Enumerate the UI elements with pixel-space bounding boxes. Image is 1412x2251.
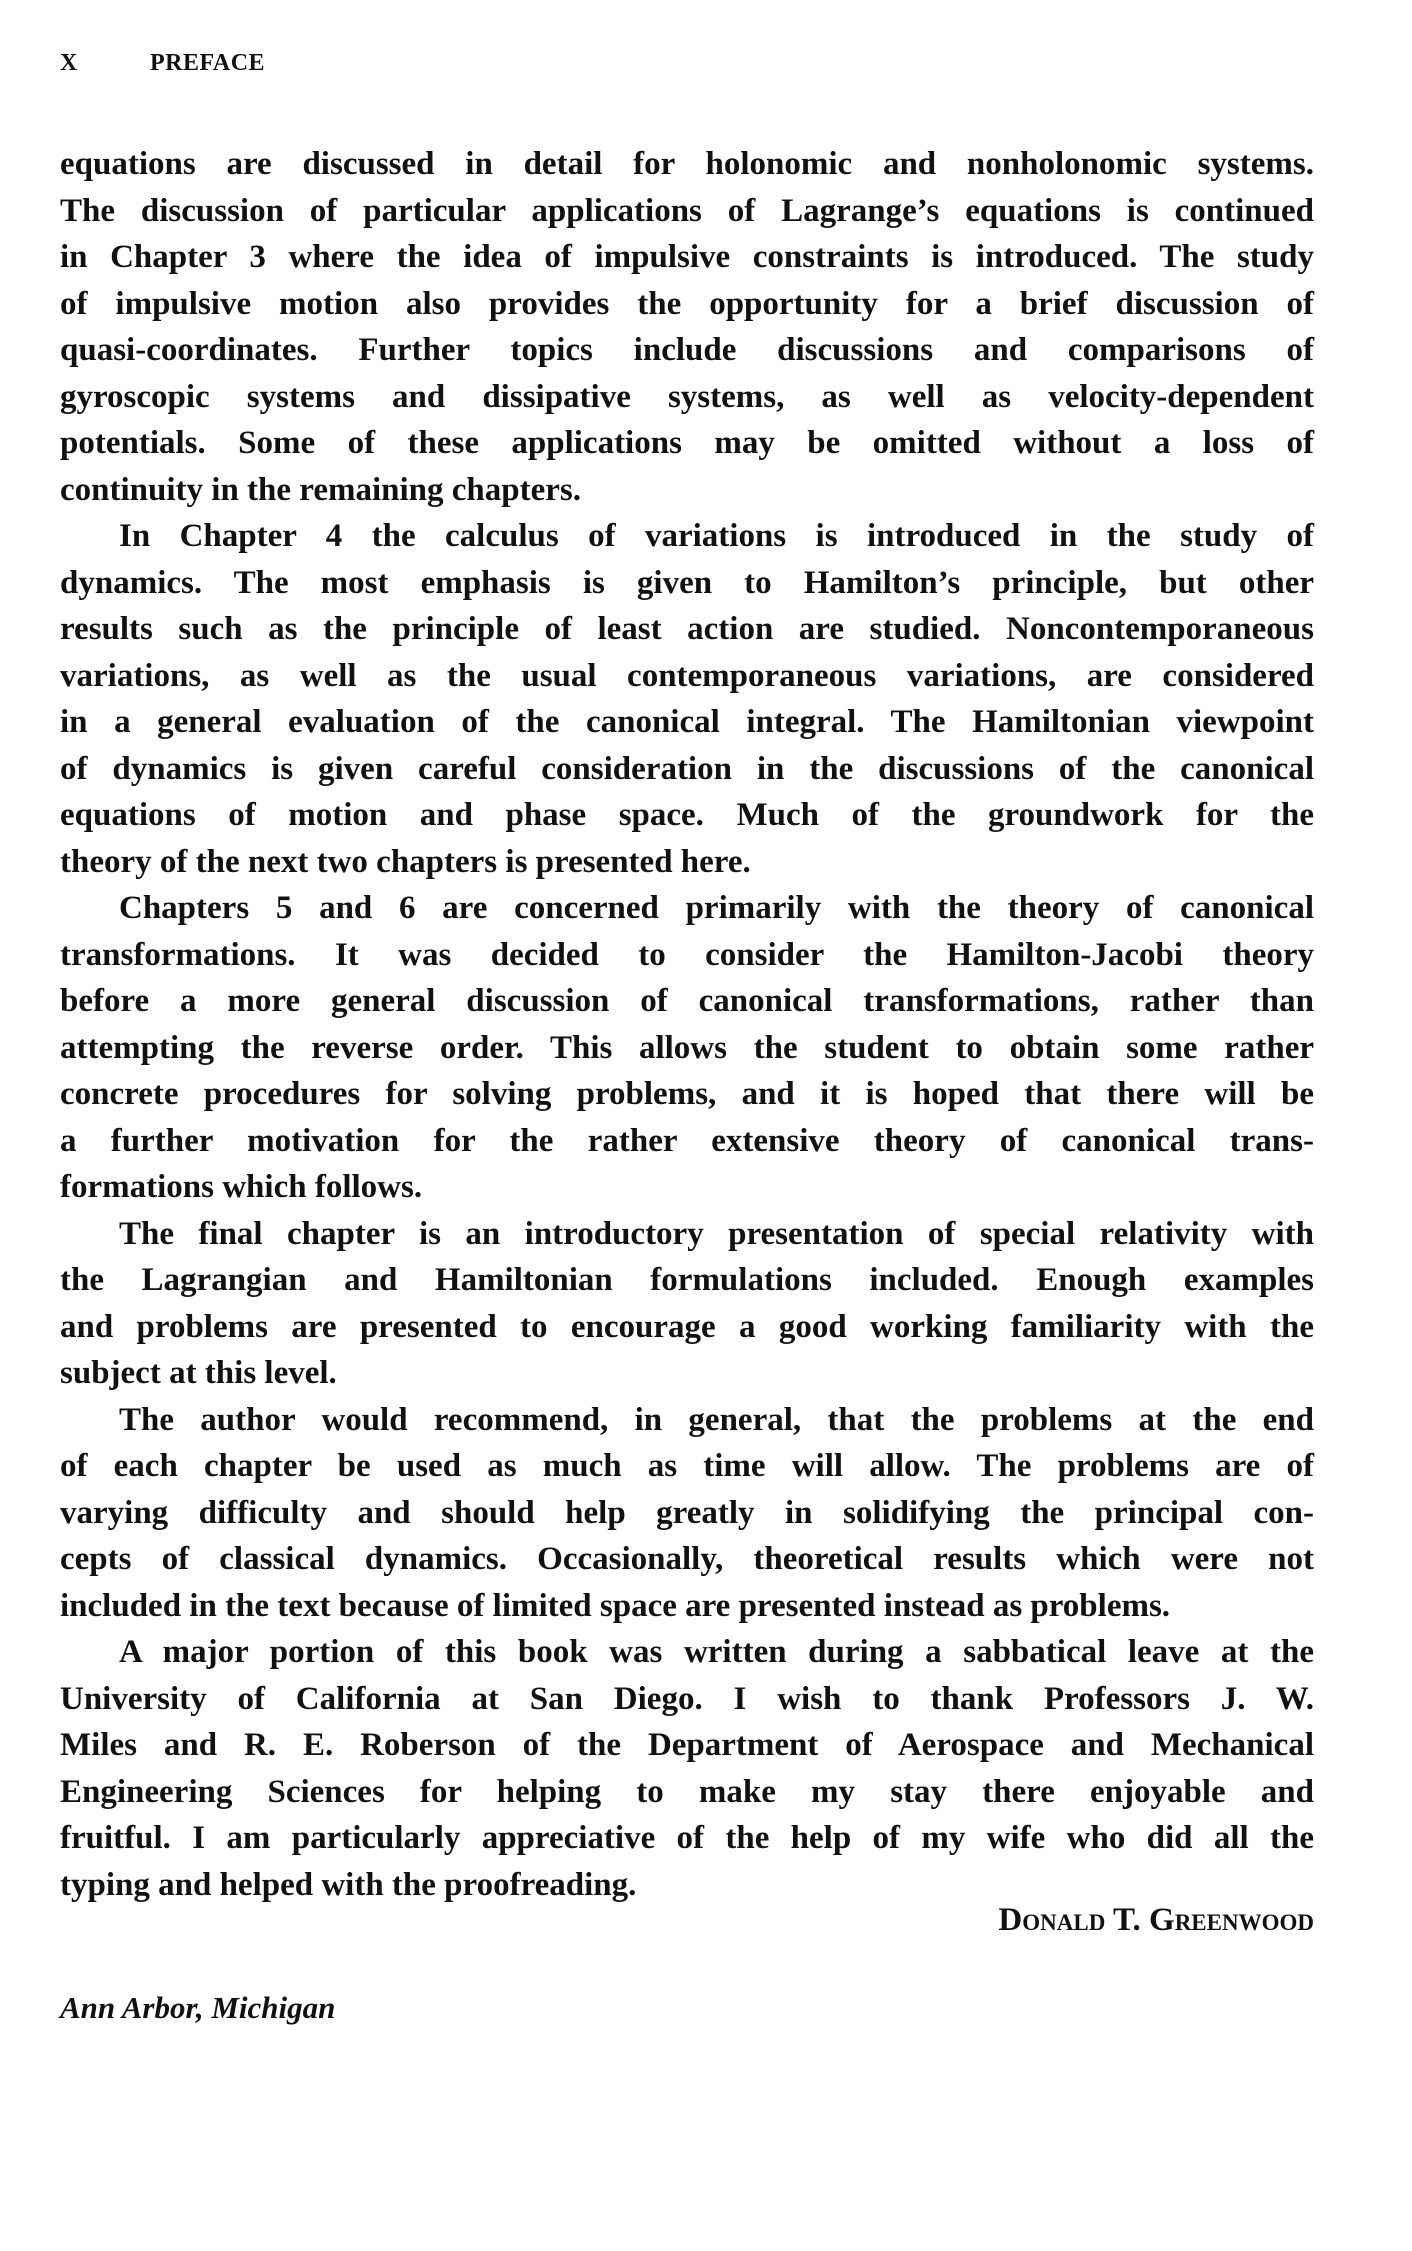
text-line: of each chapter be used as much as time will allow. The problems are of [60,1448,1314,1484]
text-line: Miles and R. E. Roberson of the Department of Aerospace and Mechanical [60,1727,1314,1763]
text-line: included in the text because of limited space are presented instead as problems. [60,1587,1171,1624]
text-line: theory of the next two chapters is presented here. [60,843,751,880]
text-line: The author would recommend, in general, that the problems at the end [119,1401,1314,1438]
text-line: of dynamics is given careful consideration in the discussions of the canonical [60,750,1314,787]
paragraph [60,513,1314,885]
text-line: University of California at San Diego. I wish to thank Professors J. W. [60,1680,1314,1717]
place-line: Ann Arbor, Michigan [60,1990,336,2025]
text-line: fruitful. I am particularly appreciative of the help of my wife who did all the [60,1820,1314,1856]
text-line: The discussion of particular applications of Lagrange’s equations is continued [60,192,1314,229]
text-line: of impulsive motion also provides the opportunity for a brief discussion of [60,285,1314,322]
text-line: transformations. It was decided to consider the Hamilton-Jacobi theory [60,936,1314,973]
text-line: and problems are presented to encourage a good working familiarity with the [60,1308,1314,1345]
text-line: subject at this level. [60,1355,337,1391]
preface-body [60,141,1314,1908]
paragraph [60,885,1314,1211]
text-line: formations which follows. [60,1169,423,1205]
text-line: a further motivation for the rather extensive theory of canonical trans- [60,1122,1314,1159]
text-line: equations of motion and phase space. Much of the groundwork for the [60,797,1314,833]
text-line: dynamics. The most emphasis is given to Hamilton’s principle, but other [60,564,1314,601]
text-line: concrete procedures for solving problems, and it is hoped that there will be [60,1076,1314,1112]
paragraph [60,1629,1314,1908]
author-signature: Donald T. Greenwood [998,1902,1314,1938]
text-line: varying difficulty and should help greatly in solidifying the principal con- [60,1494,1314,1531]
text-line: the Lagrangian and Hamiltonian formulations included. Enough examples [60,1262,1314,1298]
text-line: in Chapter 3 where the idea of impulsive constraints is introduced. The study [60,239,1314,275]
paragraph [60,1211,1314,1397]
text-line: cepts of classical dynamics. Occasionally, theoretical results which were not [60,1541,1314,1577]
text-line: typing and helped with the proofreading. [60,1866,637,1903]
text-line: Chapters 5 and 6 are concerned primarily with the theory of canonical [119,890,1314,926]
text-line: The final chapter is an introductory presentation of special relativity with [119,1215,1314,1252]
text-line: In Chapter 4 the calculus of variations is introduced in the study of [119,518,1314,554]
text-line: variations, as well as the usual contemporaneous variations, are considered [60,657,1314,694]
text-line: attempting the reverse order. This allows the student to obtain some rather [60,1029,1314,1066]
text-line: A major portion of this book was written during a sabbatical leave at the [119,1634,1314,1670]
text-line: gyroscopic systems and dissipative systems, as well as velocity-dependent [60,378,1314,415]
text-line: Engineering Sciences for helping to make my stay there enjoyable and [60,1773,1314,1810]
text-line: equations are discussed in detail for holonomic and nonholonomic systems. [60,146,1314,182]
text-line: results such as the principle of least action are studied. Noncontemporaneous [60,611,1314,647]
text-line: quasi-coordinates. Further topics include discussions and comparisons of [60,332,1314,368]
text-line: continuity in the remaining chapters. [60,471,581,508]
running-header [60,50,265,77]
page-number: X [60,50,78,76]
text-line: in a general evaluation of the canonical integral. The Hamiltonian viewpoint [60,704,1314,740]
paragraph [60,1397,1314,1630]
running-title: PREFACE [150,50,266,76]
text-line: before a more general discussion of canonical transformations, rather than [60,983,1314,1019]
text-line: potentials. Some of these applications may be omitted without a loss of [60,425,1314,461]
paragraph [60,141,1314,513]
